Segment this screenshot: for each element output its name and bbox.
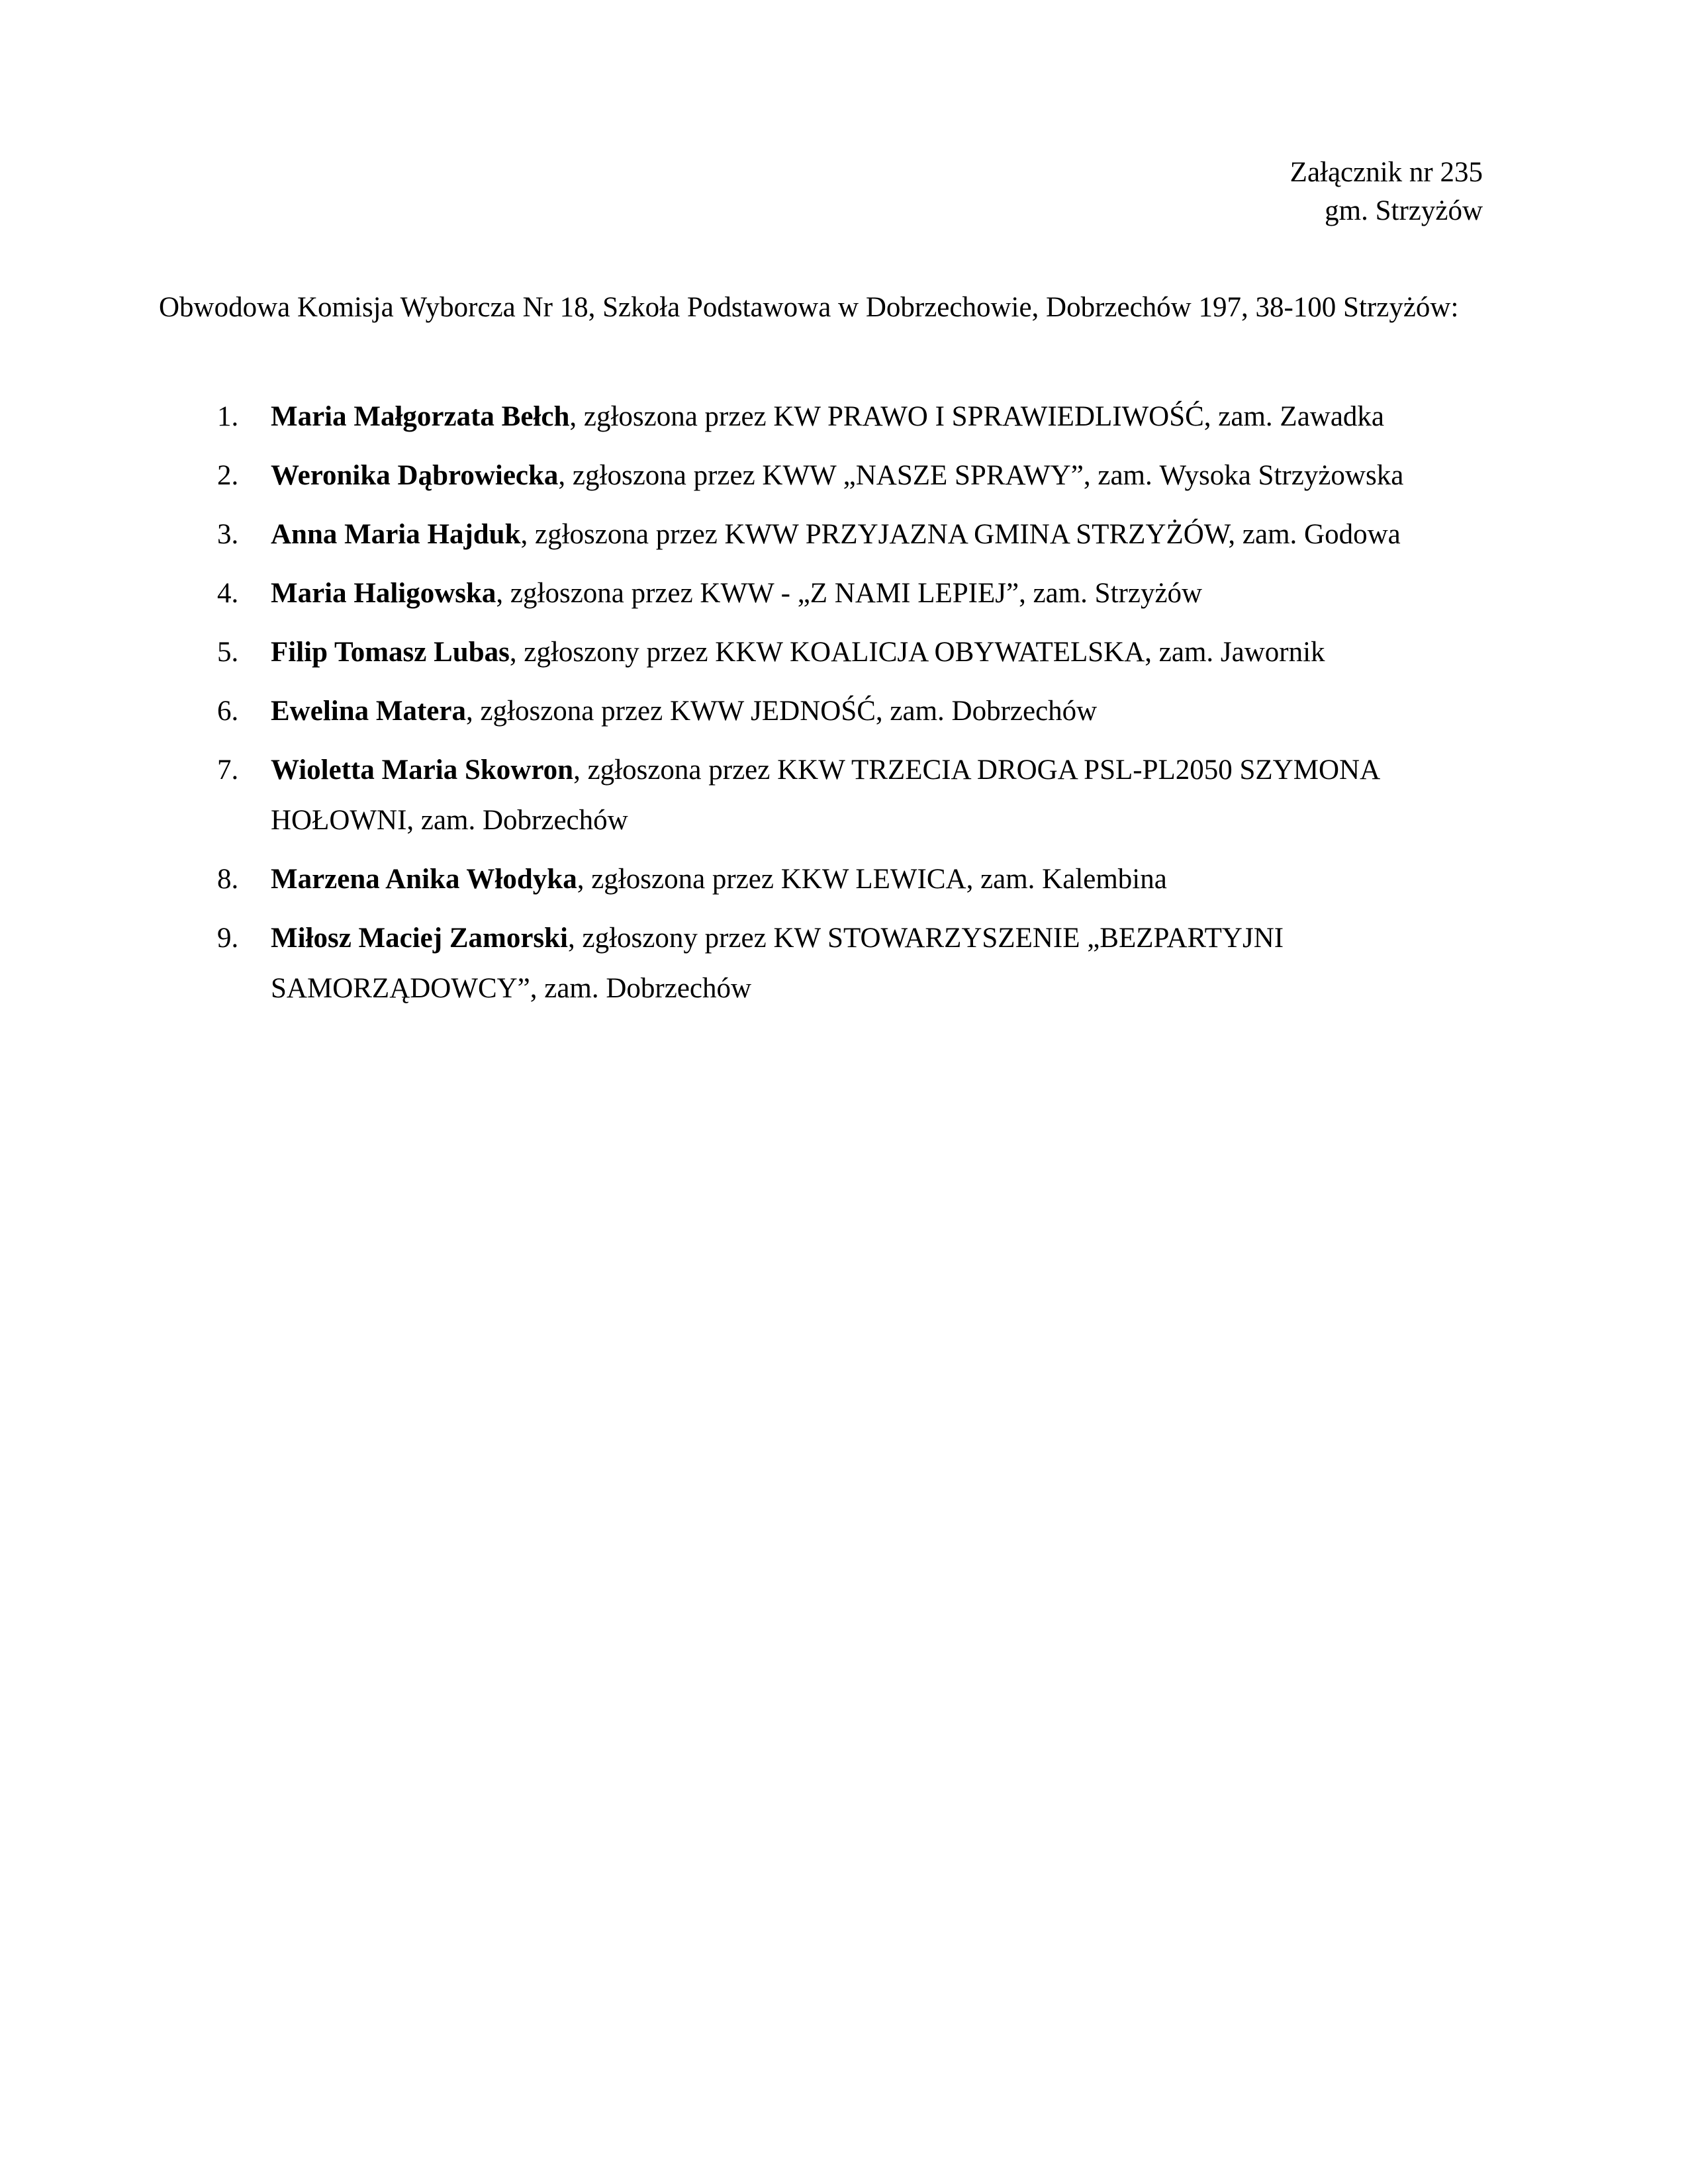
municipality: gm. Strzyżów [1325, 195, 1483, 226]
list-item-number: 6. [217, 696, 239, 727]
candidate-details: , zgłoszona przez KKW LEWICA, zam. Kalembina [577, 864, 1167, 895]
list-item [217, 392, 1483, 442]
list-item [217, 627, 1483, 678]
list-item [217, 510, 1483, 560]
list-item-text [271, 627, 1483, 678]
candidate-details: , zgłoszona przez KWW PRZYJAZNA GMINA STRZYŻÓW, zam. Godowa [520, 519, 1401, 550]
document-header [159, 154, 1483, 230]
list-item [217, 745, 1483, 846]
candidate-list [217, 392, 1483, 1014]
candidate-name: Ewelina Matera [271, 696, 466, 727]
list-item-text [271, 510, 1483, 560]
list-item-number: 4. [217, 578, 239, 609]
candidate-name: Anna Maria Hajduk [271, 519, 521, 550]
list-item-text [271, 569, 1483, 619]
candidate-details: , zgłoszony przez KKW KOALICJA OBYWATELSKA, zam. Jawornik [509, 637, 1325, 668]
list-item-number: 3. [217, 519, 239, 550]
list-item-number: 2. [217, 460, 239, 491]
list-item-text [271, 854, 1483, 905]
candidate-name: Miłosz Maciej Zamorski [271, 923, 569, 954]
list-item-text [271, 745, 1483, 846]
list-item-number: 9. [217, 923, 239, 954]
list-item-text [271, 913, 1483, 1014]
list-item-number: 1. [217, 401, 239, 432]
candidate-details: , zgłoszony przez KW STOWARZYSZENIE „BEZPARTYJNI SAMORZĄDOWCY”, zam. Dobrzechów [271, 923, 1284, 1004]
list-item-text [271, 686, 1483, 737]
attachment-number: Załącznik nr 235 [1289, 157, 1483, 188]
candidate-details: , zgłoszona przez KWW JEDNOŚĆ, zam. Dobrzechów [465, 696, 1098, 727]
list-item [217, 451, 1483, 501]
candidate-name: Maria Małgorzata Bełch [271, 401, 570, 432]
list-item-number: 7. [217, 754, 239, 786]
list-item [217, 686, 1483, 737]
candidate-name: Maria Haligowska [271, 578, 496, 609]
list-item-number: 5. [217, 637, 239, 668]
candidate-details: , zgłoszona przez KW PRAWO I SPRAWIEDLIWOŚĆ, zam. Zawadka [569, 401, 1385, 432]
list-item-number: 8. [217, 864, 239, 895]
candidate-name: Marzena Anika Włodyka [271, 864, 577, 895]
list-item-text [271, 392, 1483, 442]
candidate-name: Filip Tomasz Lubas [271, 637, 510, 668]
list-item [217, 854, 1483, 905]
candidate-name: Weronika Dąbrowiecka [271, 460, 559, 491]
candidate-details: , zgłoszona przez KKW TRZECIA DROGA PSL-PL2050 SZYMONA HOŁOWNI, zam. Dobrzechów [271, 754, 1379, 836]
list-item [217, 913, 1483, 1014]
candidate-details: , zgłoszona przez KWW - „Z NAMI LEPIEJ”, zam. Strzyżów [496, 578, 1203, 609]
candidate-name: Wioletta Maria Skowron [271, 754, 574, 786]
candidate-details: , zgłoszona przez KWW „NASZE SPRAWY”, zam. Wysoka Strzyżowska [558, 460, 1404, 491]
intro-paragraph: Obwodowa Komisja Wyborcza Nr 18, Szkoła Podstawowa w Dobrzechowie, Dobrzechów 197, 38-100 Strzyżów: [159, 292, 1459, 323]
list-item [217, 569, 1483, 619]
list-item-text [271, 451, 1483, 501]
